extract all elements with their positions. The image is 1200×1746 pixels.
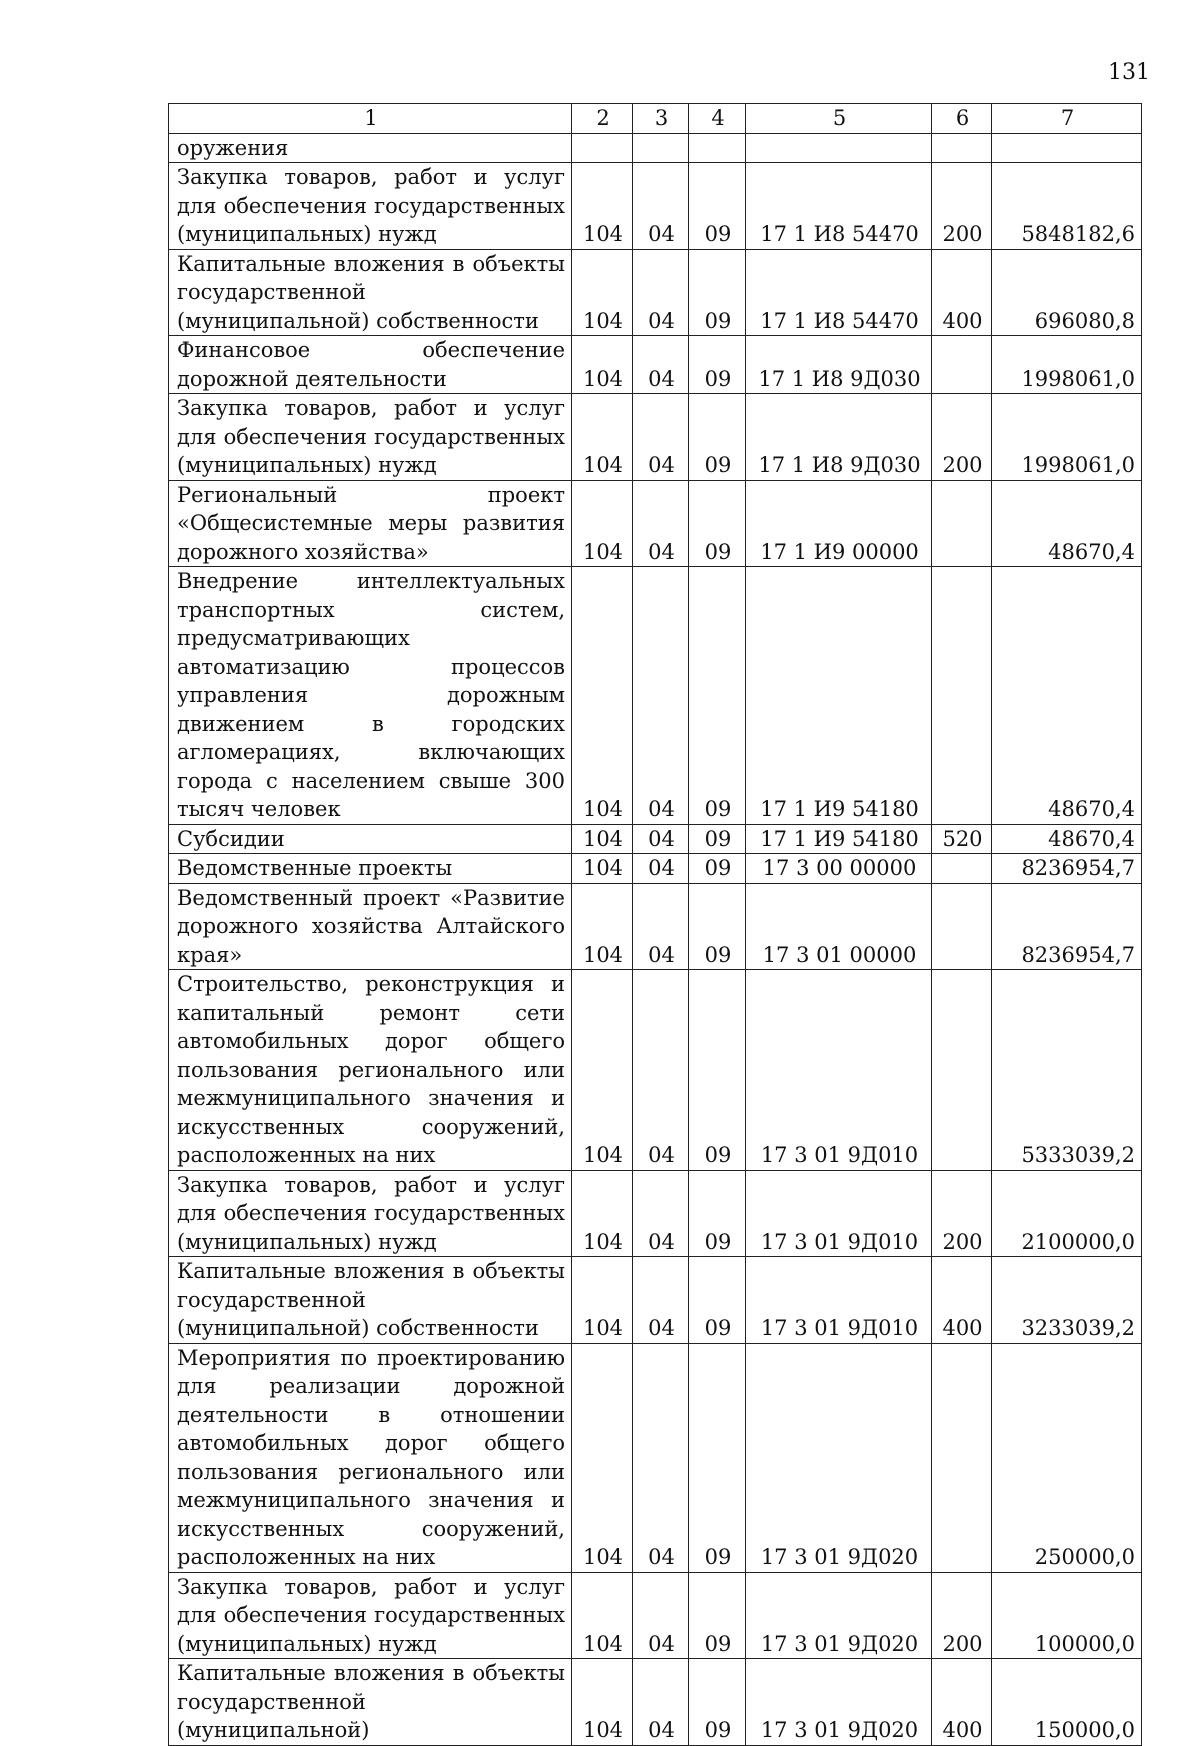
row-code-section: 04	[633, 394, 689, 481]
row-code-subsection: 09	[689, 1257, 746, 1344]
table-body	[169, 133, 1142, 1745]
row-code-target: 17 1 И9 00000	[746, 480, 932, 567]
column-header: 5	[746, 104, 932, 134]
row-amount: 696080,8	[992, 249, 1142, 336]
row-name: Закупка товаров, работ и услуг для обеспечения государственных (муниципальных) нужд	[169, 394, 572, 481]
row-code-admin: 104	[572, 394, 633, 481]
table-row	[169, 970, 1142, 1171]
row-code-subsection: 09	[689, 883, 746, 970]
row-code-target: 17 3 01 9Д020	[746, 1343, 932, 1572]
row-code-expense-type	[932, 480, 992, 567]
table-row	[169, 249, 1142, 336]
budget-table	[168, 103, 1142, 1746]
row-amount: 5848182,6	[992, 163, 1142, 250]
row-amount: 48670,4	[992, 824, 1142, 854]
column-header: 7	[992, 104, 1142, 134]
row-code-section	[633, 133, 689, 163]
table-row	[169, 567, 1142, 825]
row-code-subsection: 09	[689, 163, 746, 250]
row-code-target: 17 3 01 9Д010	[746, 1257, 932, 1344]
row-code-subsection: 09	[689, 970, 746, 1171]
row-code-section: 04	[633, 854, 689, 884]
row-code-expense-type	[932, 1343, 992, 1572]
row-amount: 48670,4	[992, 567, 1142, 825]
row-name: Ведомственные проекты	[169, 854, 572, 884]
column-header: 4	[689, 104, 746, 134]
row-code-section: 04	[633, 567, 689, 825]
row-code-admin: 104	[572, 970, 633, 1171]
column-header: 3	[633, 104, 689, 134]
row-code-admin: 104	[572, 1572, 633, 1659]
row-amount: 150000,0	[992, 1659, 1142, 1746]
row-code-subsection: 09	[689, 1343, 746, 1572]
row-code-subsection: 09	[689, 336, 746, 394]
row-code-subsection: 09	[689, 249, 746, 336]
row-code-target: 17 3 01 9Д020	[746, 1659, 932, 1746]
row-name: Финансовое обеспечение дорожной деятельности	[169, 336, 572, 394]
row-name: Строительство, реконструкция и капитальный ремонт сети автомобильных дорог общего пользования регионального или межмуниципального значения и искусственных сооружений, расположенных на них	[169, 970, 572, 1171]
table-row	[169, 824, 1142, 854]
row-code-expense-type	[932, 854, 992, 884]
row-amount: 100000,0	[992, 1572, 1142, 1659]
header-row	[169, 104, 1142, 134]
row-code-target: 17 3 01 9Д010	[746, 970, 932, 1171]
row-code-expense-type: 200	[932, 163, 992, 250]
row-code-expense-type: 200	[932, 394, 992, 481]
row-code-admin: 104	[572, 1343, 633, 1572]
column-header: 6	[932, 104, 992, 134]
row-name: Капитальные вложения в объекты государственной (муниципальной) собственности	[169, 249, 572, 336]
row-code-expense-type: 400	[932, 1257, 992, 1344]
row-amount: 3233039,2	[992, 1257, 1142, 1344]
row-name: Капитальные вложения в объекты государственной (муниципальной) собственности	[169, 1257, 572, 1344]
row-code-section: 04	[633, 480, 689, 567]
row-name: Региональный проект «Общесистемные меры развития дорожного хозяйства»	[169, 480, 572, 567]
row-code-expense-type	[932, 567, 992, 825]
row-code-expense-type	[932, 133, 992, 163]
row-code-admin: 104	[572, 824, 633, 854]
column-header: 2	[572, 104, 633, 134]
row-code-subsection: 09	[689, 824, 746, 854]
row-code-target: 17 1 И8 54470	[746, 163, 932, 250]
row-code-expense-type	[932, 883, 992, 970]
row-code-target: 17 1 И9 54180	[746, 824, 932, 854]
row-name: Мероприятия по проектированию для реализации дорожной деятельности в отношении автомобильных дорог общего пользования регионального или межмуниципального значения и искусственных сооружений, расположенных на них	[169, 1343, 572, 1572]
row-code-section: 04	[633, 1257, 689, 1344]
row-amount	[992, 133, 1142, 163]
row-code-subsection: 09	[689, 1170, 746, 1257]
row-code-target: 17 1 И8 9Д030	[746, 394, 932, 481]
row-code-expense-type: 200	[932, 1170, 992, 1257]
row-code-target: 17 1 И9 54180	[746, 567, 932, 825]
row-amount: 1998061,0	[992, 336, 1142, 394]
row-code-subsection: 09	[689, 394, 746, 481]
row-code-target: 17 3 01 00000	[746, 883, 932, 970]
row-code-expense-type: 400	[932, 249, 992, 336]
row-code-admin	[572, 133, 633, 163]
row-code-admin: 104	[572, 567, 633, 825]
row-name: Ведомственный проект «Развитие дорожного хозяйства Алтайского края»	[169, 883, 572, 970]
row-code-subsection: 09	[689, 1572, 746, 1659]
row-code-subsection: 09	[689, 480, 746, 567]
row-amount: 250000,0	[992, 1343, 1142, 1572]
table-row	[169, 394, 1142, 481]
row-code-subsection: 09	[689, 854, 746, 884]
row-amount: 48670,4	[992, 480, 1142, 567]
row-code-section: 04	[633, 336, 689, 394]
row-code-subsection: 09	[689, 567, 746, 825]
row-code-section: 04	[633, 163, 689, 250]
row-name: оружения	[169, 133, 572, 163]
row-name: Субсидии	[169, 824, 572, 854]
row-code-subsection	[689, 133, 746, 163]
row-code-section: 04	[633, 1572, 689, 1659]
row-code-section: 04	[633, 1170, 689, 1257]
row-name: Закупка товаров, работ и услуг для обеспечения государственных (муниципальных) нужд	[169, 1572, 572, 1659]
row-name: Капитальные вложения в объекты государственной (муниципальной)	[169, 1659, 572, 1746]
row-amount: 8236954,7	[992, 854, 1142, 884]
row-code-expense-type: 200	[932, 1572, 992, 1659]
row-code-target: 17 3 01 9Д020	[746, 1572, 932, 1659]
table-row	[169, 480, 1142, 567]
table-row	[169, 133, 1142, 163]
row-code-target: 17 1 И8 9Д030	[746, 336, 932, 394]
table-row	[169, 883, 1142, 970]
row-code-section: 04	[633, 824, 689, 854]
row-code-admin: 104	[572, 163, 633, 250]
row-code-section: 04	[633, 1659, 689, 1746]
table-row	[169, 1659, 1142, 1746]
row-code-admin: 104	[572, 480, 633, 567]
table-row	[169, 1170, 1142, 1257]
row-code-section: 04	[633, 883, 689, 970]
table-row	[169, 1343, 1142, 1572]
row-code-admin: 104	[572, 1257, 633, 1344]
row-amount: 8236954,7	[992, 883, 1142, 970]
table-row	[169, 336, 1142, 394]
row-code-subsection: 09	[689, 1659, 746, 1746]
row-amount: 2100000,0	[992, 1170, 1142, 1257]
column-header: 1	[169, 104, 572, 134]
row-code-admin: 104	[572, 249, 633, 336]
row-code-target: 17 3 01 9Д010	[746, 1170, 932, 1257]
row-name: Закупка товаров, работ и услуг для обеспечения государственных (муниципальных) нужд	[169, 163, 572, 250]
page-number: 131	[1108, 60, 1150, 85]
row-name: Закупка товаров, работ и услуг для обеспечения государственных (муниципальных) нужд	[169, 1170, 572, 1257]
row-amount: 1998061,0	[992, 394, 1142, 481]
row-code-target	[746, 133, 932, 163]
row-code-section: 04	[633, 970, 689, 1171]
row-code-admin: 104	[572, 854, 633, 884]
row-name: Внедрение интеллектуальных транспортных систем, предусматривающих автоматизацию процессов управления дорожным движением в городских агломерациях, включающих города с населением свыше 300 тысяч человек	[169, 567, 572, 825]
table-row	[169, 1257, 1142, 1344]
row-code-admin: 104	[572, 883, 633, 970]
row-code-section: 04	[633, 1343, 689, 1572]
row-code-admin: 104	[572, 1170, 633, 1257]
row-code-admin: 104	[572, 336, 633, 394]
row-code-admin: 104	[572, 1659, 633, 1746]
row-code-expense-type	[932, 970, 992, 1171]
table-row	[169, 854, 1142, 884]
table-row	[169, 1572, 1142, 1659]
row-code-expense-type: 400	[932, 1659, 992, 1746]
row-code-section: 04	[633, 249, 689, 336]
table-row	[169, 163, 1142, 250]
row-code-target: 17 1 И8 54470	[746, 249, 932, 336]
row-code-expense-type: 520	[932, 824, 992, 854]
row-code-target: 17 3 00 00000	[746, 854, 932, 884]
row-amount: 5333039,2	[992, 970, 1142, 1171]
row-code-expense-type	[932, 336, 992, 394]
